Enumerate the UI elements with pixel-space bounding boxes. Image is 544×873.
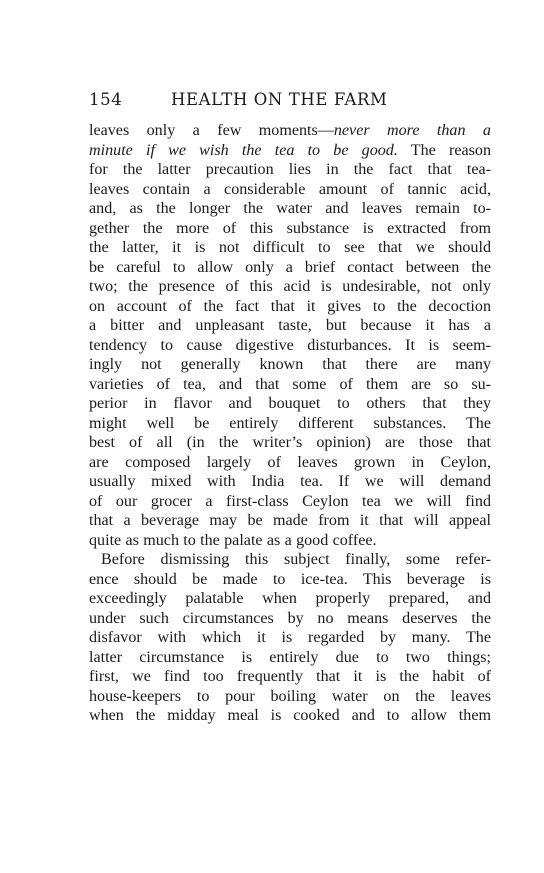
text-line bbox=[89, 472, 491, 492]
text-segment: tendency to cause digestive disturbances. It is seem- bbox=[89, 336, 491, 354]
running-head bbox=[89, 90, 491, 114]
text-line bbox=[89, 277, 491, 297]
text-segment: Before dismissing this subject finally, some refer- bbox=[101, 551, 491, 568]
text-line bbox=[89, 316, 491, 336]
text-segment: are composed largely of leaves grown in Ceylon, bbox=[89, 453, 491, 471]
text-line bbox=[89, 414, 491, 434]
text-segment: disfavor with which it is regarded by many. The bbox=[89, 629, 491, 646]
text-segment: and, as the longer the water and leaves remain to- bbox=[89, 200, 491, 217]
text-segment: first, we find too frequently that it is the habit of bbox=[89, 668, 491, 685]
text-line bbox=[89, 141, 491, 161]
text-segment: exceedingly palatable when properly prepared, and bbox=[89, 590, 491, 607]
text-line bbox=[89, 180, 491, 200]
text-line bbox=[89, 570, 491, 590]
text-segment: ingly not generally known that there are many bbox=[89, 356, 491, 373]
text-line bbox=[89, 687, 491, 707]
text-segment: might well be entirely different substances. The bbox=[89, 414, 491, 432]
text-segment: varieties of tea, and that some of them are so su- bbox=[89, 375, 491, 393]
text-line bbox=[89, 160, 491, 180]
italic-text-segment: minute if we wish the tea to be good. bbox=[89, 141, 398, 159]
text-segment: ence should be made to ice-tea. This beverage is bbox=[89, 570, 491, 588]
text-segment: usually mixed with India tea. If we will demand bbox=[89, 473, 491, 490]
page-number: 154 bbox=[89, 90, 123, 109]
text-segment: quite as much to the palate as a good coffee. bbox=[89, 531, 377, 549]
text-line bbox=[89, 258, 491, 278]
text-line bbox=[89, 511, 491, 531]
text-line bbox=[89, 706, 491, 726]
text-segment: a bitter and unpleasant taste, but because it has a bbox=[89, 317, 491, 334]
text-line bbox=[89, 667, 491, 687]
text-line bbox=[89, 394, 491, 414]
text-segment: be careful to allow only a brief contact between the bbox=[89, 258, 491, 276]
text-line bbox=[89, 336, 491, 356]
text-segment: The reason bbox=[397, 141, 491, 159]
text-segment: leaves contain a considerable amount of tannic acid, bbox=[89, 180, 491, 198]
text-segment: gether the more of this substance is extracted from bbox=[89, 219, 491, 237]
text-segment: the latter, it is not difficult to see that we should bbox=[89, 239, 491, 256]
text-line bbox=[89, 297, 491, 317]
text-line bbox=[89, 453, 491, 473]
text-line bbox=[89, 375, 491, 395]
text-line bbox=[89, 219, 491, 239]
text-line bbox=[89, 492, 491, 512]
text-line bbox=[89, 238, 491, 258]
text-line bbox=[89, 199, 491, 219]
text-line bbox=[89, 648, 491, 668]
text-segment: leaves only a few moments— bbox=[89, 122, 334, 139]
text-line bbox=[89, 433, 491, 453]
italic-text-segment: never more than a bbox=[333, 122, 491, 139]
text-line bbox=[89, 355, 491, 375]
running-title: HEALTH ON THE FARM bbox=[171, 90, 388, 109]
text-segment: under such circumstances by no means deserves the bbox=[89, 609, 491, 627]
text-segment: for the latter precaution lies in the fact that tea- bbox=[89, 161, 491, 178]
text-line bbox=[89, 550, 491, 570]
text-line bbox=[89, 121, 491, 141]
text-line bbox=[89, 589, 491, 609]
text-segment: of our grocer a first-class Ceylon tea we will find bbox=[89, 492, 491, 510]
text-segment: best of all (in the writer’s opinion) are those that bbox=[89, 434, 491, 451]
text-line bbox=[89, 628, 491, 648]
body-text bbox=[89, 121, 491, 726]
text-segment: latter circumstance is entirely due to two things; bbox=[89, 648, 491, 666]
text-segment: two; the presence of this acid is undesirable, not only bbox=[89, 278, 491, 295]
text-segment: perior in flavor and bouquet to others that they bbox=[89, 395, 491, 412]
text-segment: that a beverage may be made from it that will appeal bbox=[89, 512, 491, 529]
text-line bbox=[89, 531, 491, 551]
text-segment: when the midday meal is cooked and to allow them bbox=[89, 707, 491, 724]
text-line bbox=[89, 609, 491, 629]
text-segment: on account of the fact that it gives to the decoction bbox=[89, 297, 491, 315]
text-segment: house-keepers to pour boiling water on the leaves bbox=[89, 687, 491, 705]
